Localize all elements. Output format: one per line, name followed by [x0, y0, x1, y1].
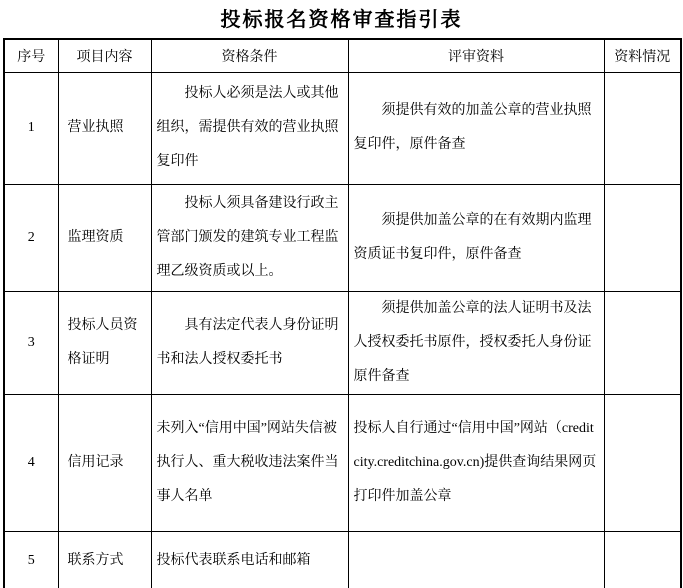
cell-no: 1 [4, 72, 58, 184]
header-status: 资料情况 [604, 39, 681, 72]
page-title: 投标报名资格审查指引表 [220, 9, 463, 31]
table-body [4, 72, 681, 588]
cell-no: 2 [4, 184, 58, 291]
cell-qual: 投标代表联系电话和邮箱 [151, 531, 348, 588]
cell-status [604, 72, 681, 184]
cell-status [604, 184, 681, 291]
cell-eval: 须提供加盖公章的法人证明书及法人授权委托书原件，授权委托人身份证原件备查 [348, 291, 604, 394]
table-row [4, 184, 681, 291]
header-row [4, 39, 681, 72]
cell-eval [348, 531, 604, 588]
cell-no: 4 [4, 394, 58, 531]
header-no: 序号 [4, 39, 58, 72]
header-item: 项目内容 [58, 39, 151, 72]
cell-qual: 投标人须具备建设行政主管部门颁发的建筑专业工程监理乙级资质或以上。 [151, 184, 348, 291]
cell-qual: 具有法定代表人身份证明书和法人授权委托书 [151, 291, 348, 394]
qualification-review-table [3, 38, 682, 588]
cell-item: 联系方式 [58, 531, 151, 588]
cell-no: 3 [4, 291, 58, 394]
cell-eval: 须提供加盖公章的在有效期内监理资质证书复印件，原件备查 [348, 184, 604, 291]
cell-no: 5 [4, 531, 58, 588]
cell-status [604, 394, 681, 531]
header-evaluation: 评审资料 [348, 39, 604, 72]
cell-item: 营业执照 [58, 72, 151, 184]
table-row [4, 72, 681, 184]
table-row [4, 394, 681, 531]
header-qualification: 资格条件 [151, 39, 348, 72]
cell-item: 监理资质 [58, 184, 151, 291]
cell-item: 信用记录 [58, 394, 151, 531]
cell-eval: 须提供有效的加盖公章的营业执照复印件，原件备查 [348, 72, 604, 184]
cell-qual: 未列入“信用中国”网站失信被执行人、重大税收违法案件当事人名单 [151, 394, 348, 531]
cell-eval: 投标人自行通过“信用中国”网站（creditcity.creditchina.gov.cn)提供查询结果网页打印件加盖公章 [348, 394, 604, 531]
table-row [4, 531, 681, 588]
cell-status [604, 531, 681, 588]
table-row [4, 291, 681, 394]
cell-qual: 投标人必须是法人或其他组织，需提供有效的营业执照复印件 [151, 72, 348, 184]
cell-item: 投标人员资格证明 [58, 291, 151, 394]
cell-status [604, 291, 681, 394]
